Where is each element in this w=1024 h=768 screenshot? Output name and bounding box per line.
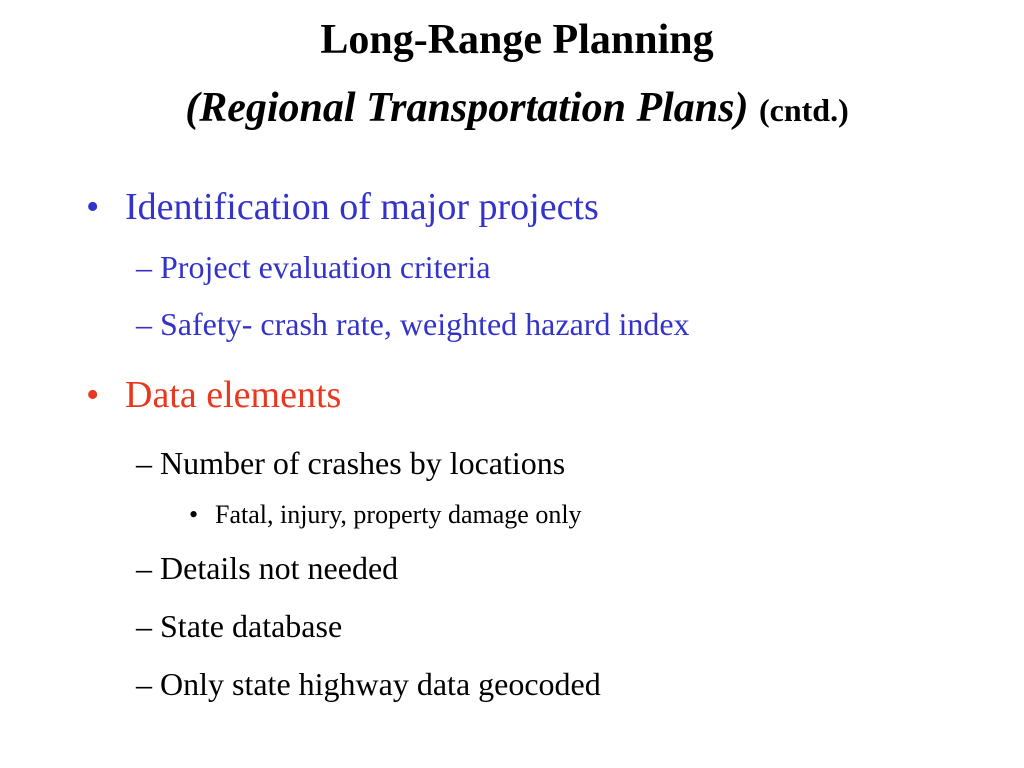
bullet-marker: •: [86, 374, 100, 416]
subitem-text: State database: [160, 608, 343, 644]
slide-subtitle: [0, 82, 1024, 136]
subitem-text: Project evaluation criteria: [160, 249, 491, 285]
bullet-text: Identification of major projects: [125, 186, 599, 228]
title-line-1: Long-Range Planning: [320, 17, 714, 63]
subitem-state-database: [136, 606, 342, 646]
bullet-marker: •: [86, 186, 100, 228]
subitem-text: Safety- crash rate, weighted hazard index: [160, 306, 690, 342]
bullet-text: Data elements: [125, 374, 342, 416]
dash-marker: –: [136, 249, 152, 285]
slide-title: [0, 14, 1024, 66]
dash-marker: –: [136, 445, 152, 481]
subitem-only-state-highway: [136, 664, 601, 704]
subitem-project-evaluation-criteria: [136, 247, 491, 287]
dash-marker: –: [136, 666, 152, 702]
bullet-identification-of-major-projects: [86, 184, 599, 230]
bullet-data-elements: [86, 372, 341, 418]
subitem-text: Details not needed: [160, 550, 399, 586]
subitem-number-of-crashes: [136, 443, 565, 483]
subsubitem-fatal-injury: [189, 499, 582, 531]
subitem-text: Number of crashes by locations: [160, 445, 566, 481]
subitem-text: Only state highway data geocoded: [160, 666, 601, 702]
subsubitem-text: Fatal, injury, property damage only: [215, 500, 582, 529]
bullet-marker: •: [189, 500, 199, 529]
title-line-2-italic: (Regional Transportation Plans): [185, 85, 749, 131]
title-line-2-suffix: (cntd.): [758, 92, 849, 128]
dash-marker: –: [136, 550, 152, 586]
subitem-safety-crash-rate: [136, 304, 690, 344]
dash-marker: –: [136, 608, 152, 644]
dash-marker: –: [136, 306, 152, 342]
subitem-details-not-needed: [136, 548, 398, 588]
